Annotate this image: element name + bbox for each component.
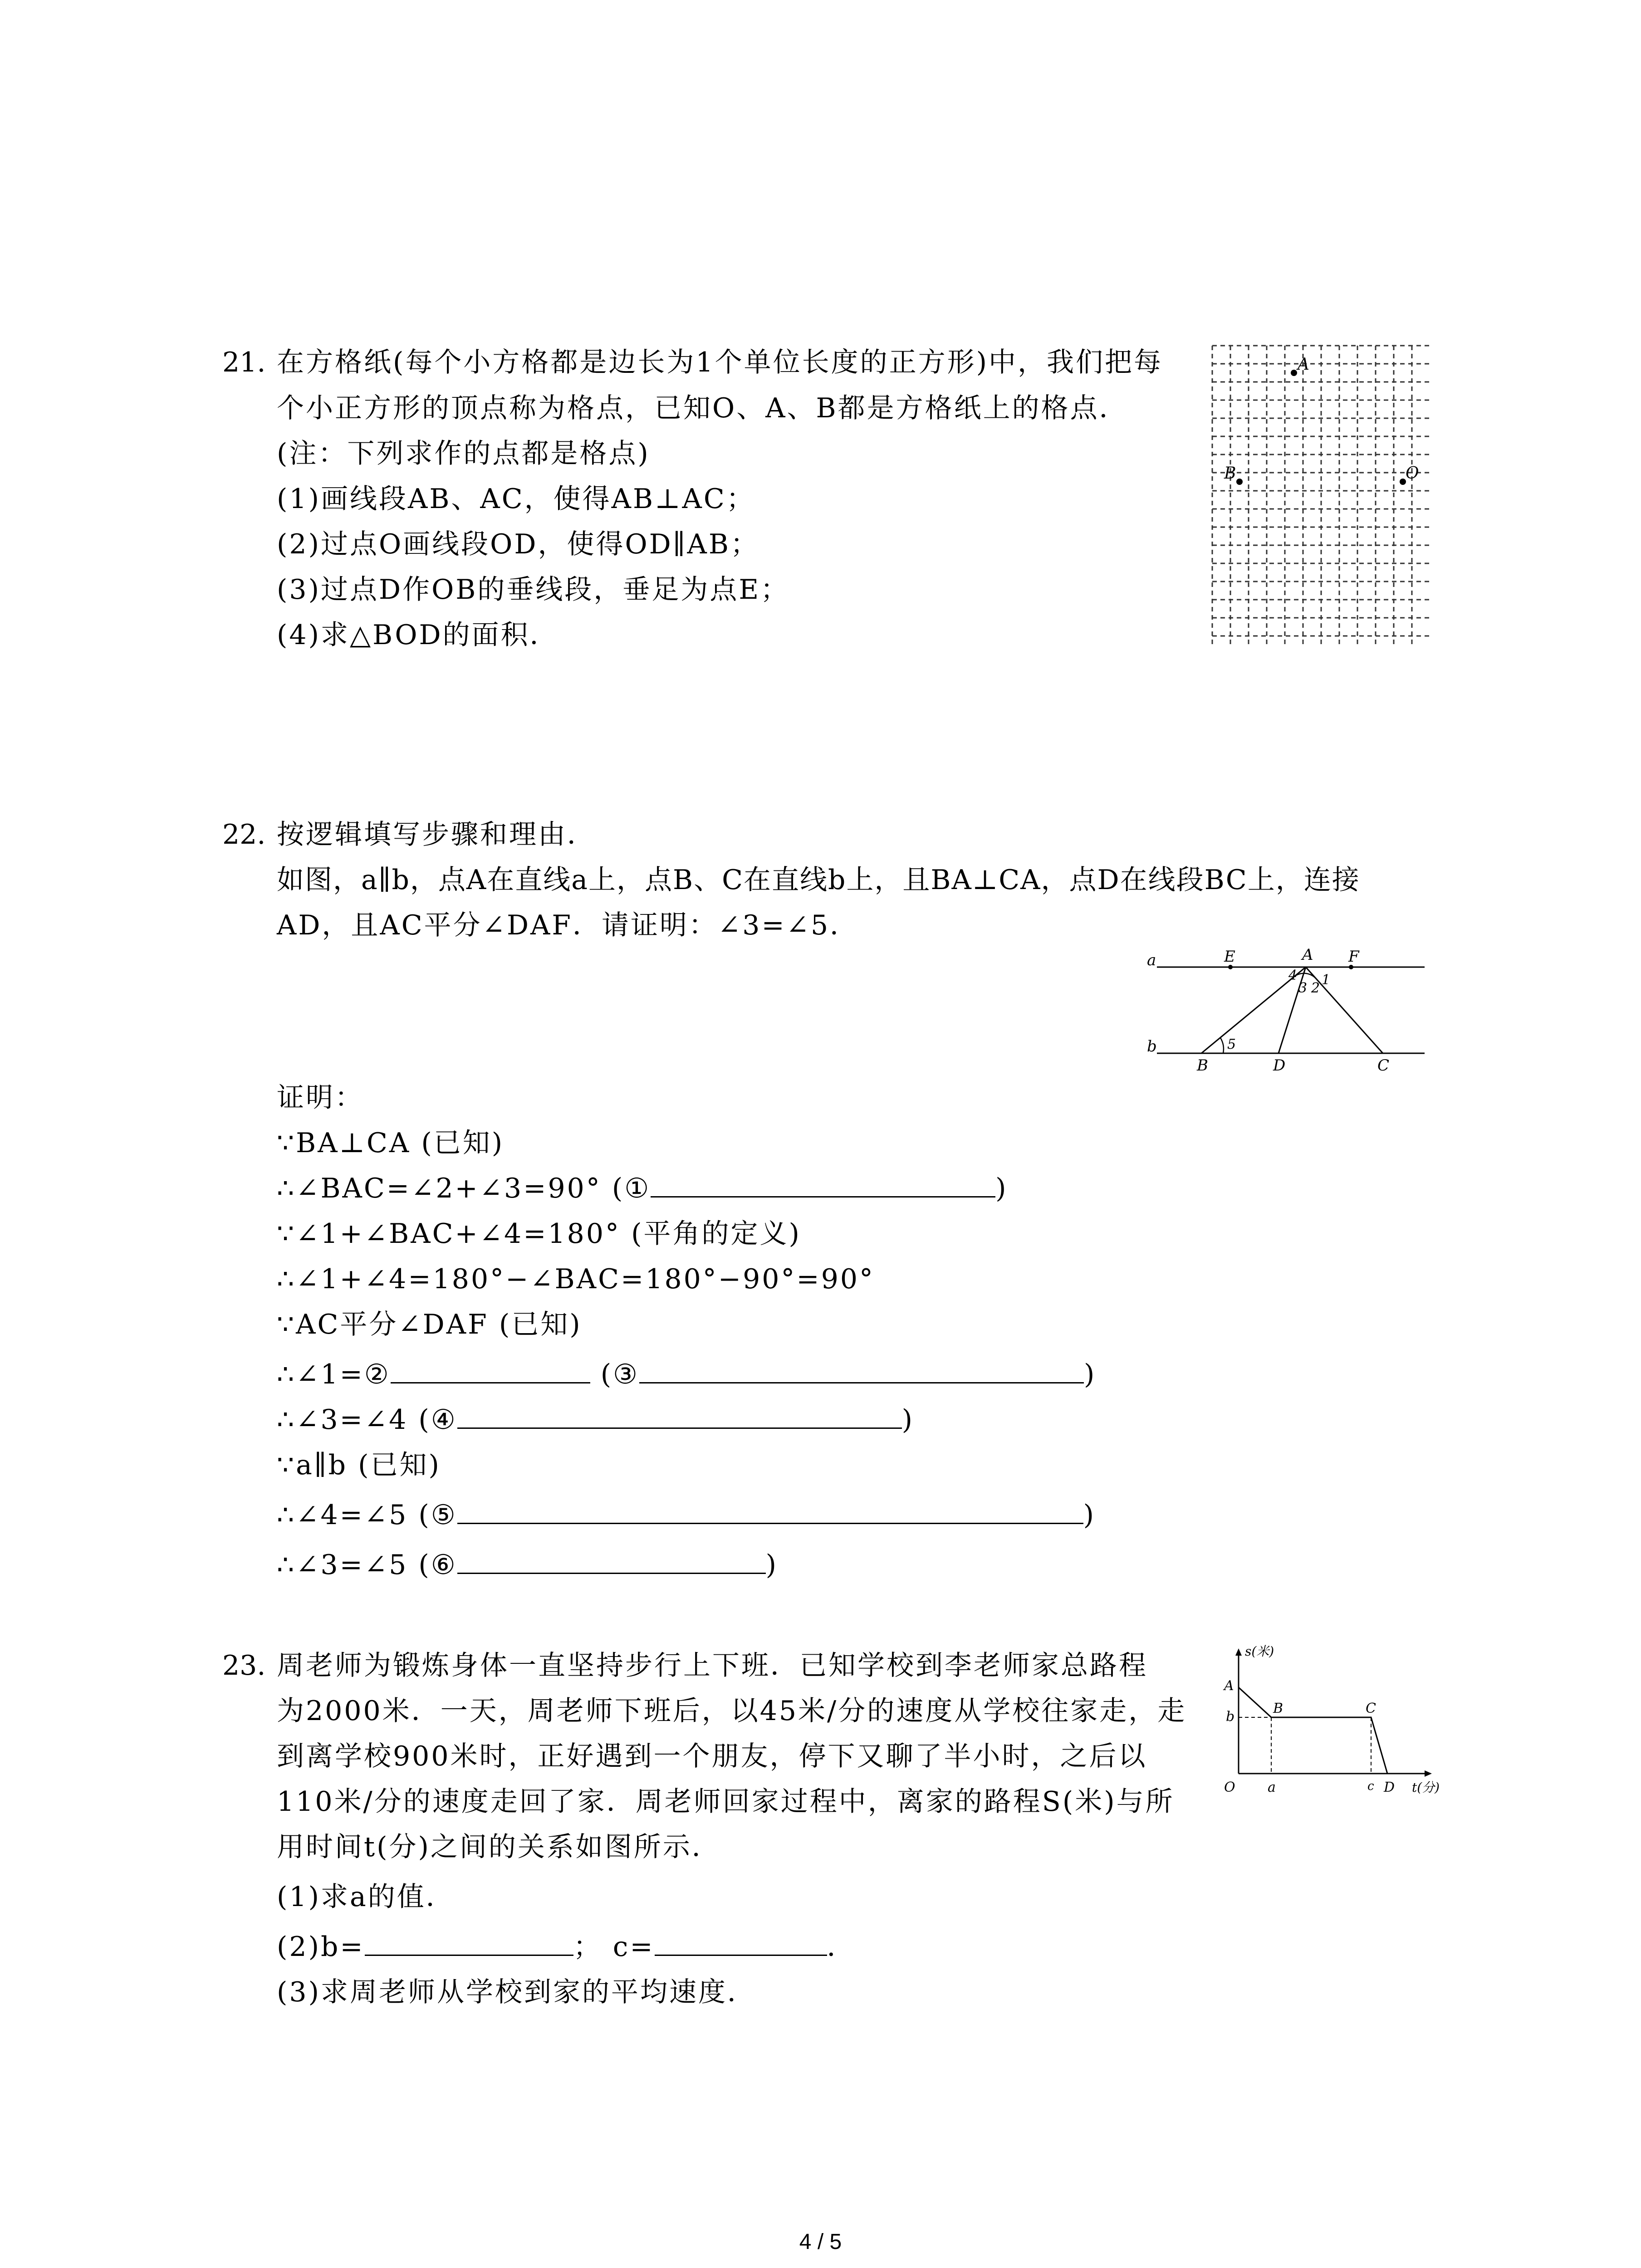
label-angle-2: 2 <box>1311 980 1320 996</box>
label-c: C <box>1377 1056 1390 1075</box>
q21-line-5: (2)过点O画线段OD，使得OD∥AB； <box>277 528 759 560</box>
label-o: O <box>1224 1779 1235 1795</box>
label-angle-1: 1 <box>1322 972 1331 988</box>
label-a-value: a <box>1268 1779 1276 1795</box>
proof-step-3: ∵∠1+∠BAC+∠4=180° (平角的定义) <box>277 1218 801 1250</box>
label-f: F <box>1348 948 1359 966</box>
q22-line-2: 如图，a∥b，点A在直线a上，点B、C在直线b上，且BA⊥CA，点D在线段BC上，连接 <box>277 864 1360 896</box>
label-b: B <box>1224 464 1236 483</box>
q23-q3: (3)求周老师从学校到家的平均速度． <box>277 1976 756 2008</box>
q21-number: 21. <box>222 347 266 378</box>
page-number: 4 / 5 <box>799 2230 842 2254</box>
distance-time-graph <box>1211 1642 1447 1805</box>
proof-step-4: ∴∠1+∠4=180°−∠BAC=180°−90°=90° <box>277 1263 875 1295</box>
blank-4[interactable] <box>457 1402 902 1429</box>
q23-line-3: 到离学校900米时，正好遇到一个朋友，停下又聊了半小时，之后以 <box>277 1740 1147 1772</box>
label-angle-4: 4 <box>1288 968 1298 983</box>
angle-5-arc <box>1220 1038 1224 1053</box>
proof-step-6: ∴∠1=② (③ ) <box>277 1355 1096 1393</box>
label-d: D <box>1384 1779 1395 1795</box>
point-o <box>1400 479 1406 485</box>
blank-c[interactable] <box>655 1929 827 1956</box>
blank-6[interactable] <box>457 1547 766 1574</box>
label-a: A <box>1224 1678 1234 1694</box>
q21-line-2: 个小正方形的顶点称为格点，已知O、A、B都是方格纸上的格点． <box>277 392 1128 424</box>
label-a: A <box>1302 946 1313 964</box>
proof-step-5: ∵AC平分∠DAF (已知) <box>277 1309 582 1340</box>
label-c-value: c <box>1367 1779 1374 1793</box>
q22-line-3: AD，且AC平分∠DAF．请证明：∠3=∠5． <box>277 909 859 941</box>
q23-line-5: 用时间t(分)之间的关系如图所示． <box>277 1831 721 1863</box>
t-axis-label: t(分) <box>1412 1780 1440 1795</box>
q21-line-4: (1)画线段AB、AC，使得AB⊥AC； <box>277 483 755 515</box>
proof-step-10: ∴∠3=∠5 (⑥ ) <box>277 1546 778 1584</box>
q21-line-3: (注：下列求作的点都是格点) <box>277 438 650 469</box>
label-b: B <box>1273 1701 1283 1716</box>
blank-5[interactable] <box>457 1497 1083 1524</box>
blank-3[interactable] <box>639 1357 1084 1383</box>
q21-line-1: 在方格纸(每个小方格都是边长为1个单位长度的正方形)中，我们把每 <box>277 347 1163 378</box>
proof-step-8: ∵a∥b (已知) <box>277 1449 441 1481</box>
q22-number: 22. <box>222 819 266 850</box>
path-line <box>1239 1687 1387 1774</box>
blank-2[interactable] <box>391 1357 590 1383</box>
s-axis-label: s(米) <box>1245 1644 1274 1659</box>
point-b <box>1236 479 1243 485</box>
label-b-line: b <box>1147 1037 1157 1056</box>
q23-line-1: 周老师为锻炼身体一直坚持步行上下班．已知学校到李老师家总路程 <box>277 1650 1148 1681</box>
q23-q2: (2)b= ； c= ． <box>277 1928 856 1966</box>
blank-b[interactable] <box>365 1929 573 1956</box>
proof-step-7: ∴∠3=∠4 (④ ) <box>277 1401 914 1439</box>
label-d: D <box>1273 1056 1286 1075</box>
parallel-lines-figure <box>1134 943 1434 1080</box>
q21-line-7: (4)求△BOD的面积． <box>277 619 559 651</box>
t-axis-arrow <box>1425 1770 1432 1777</box>
grid-paper-figure <box>1211 345 1429 662</box>
blank-1[interactable] <box>651 1171 995 1198</box>
proof-title: 证明： <box>277 1082 364 1114</box>
label-a-line: a <box>1147 951 1156 969</box>
proof-step-1: ∵BA⊥CA (已知) <box>277 1127 505 1159</box>
q23-line-2: 为2000米．一天，周老师下班后，以45米/分的速度从学校往家走，走 <box>277 1695 1187 1727</box>
point-a <box>1291 370 1297 376</box>
label-angle-5: 5 <box>1227 1036 1236 1052</box>
label-a: A <box>1298 355 1309 374</box>
q22-line-1: 按逻辑填写步骤和理由． <box>277 819 596 850</box>
q21-line-6: (3)过点D作OB的垂线段，垂足为点E； <box>277 574 790 606</box>
proof-step-2: ∴∠BAC=∠2+∠3=90° (① ) <box>277 1169 1008 1207</box>
label-o: O <box>1406 464 1419 483</box>
label-b: B <box>1197 1056 1208 1075</box>
q23-number: 23. <box>222 1650 266 1681</box>
label-angle-3: 3 <box>1298 980 1308 996</box>
label-e: E <box>1224 948 1235 966</box>
s-axis-arrow <box>1235 1648 1242 1656</box>
q23-line-4: 110米/分的速度走回了家．周老师回家过程中，离家的路程S(米)与所 <box>277 1786 1175 1818</box>
proof-step-9: ∴∠4=∠5 (⑤ ) <box>277 1496 1096 1534</box>
label-b-value: b <box>1226 1709 1235 1725</box>
q23-line-6: (1)求a的值． <box>277 1881 455 1913</box>
label-c: C <box>1366 1701 1376 1716</box>
